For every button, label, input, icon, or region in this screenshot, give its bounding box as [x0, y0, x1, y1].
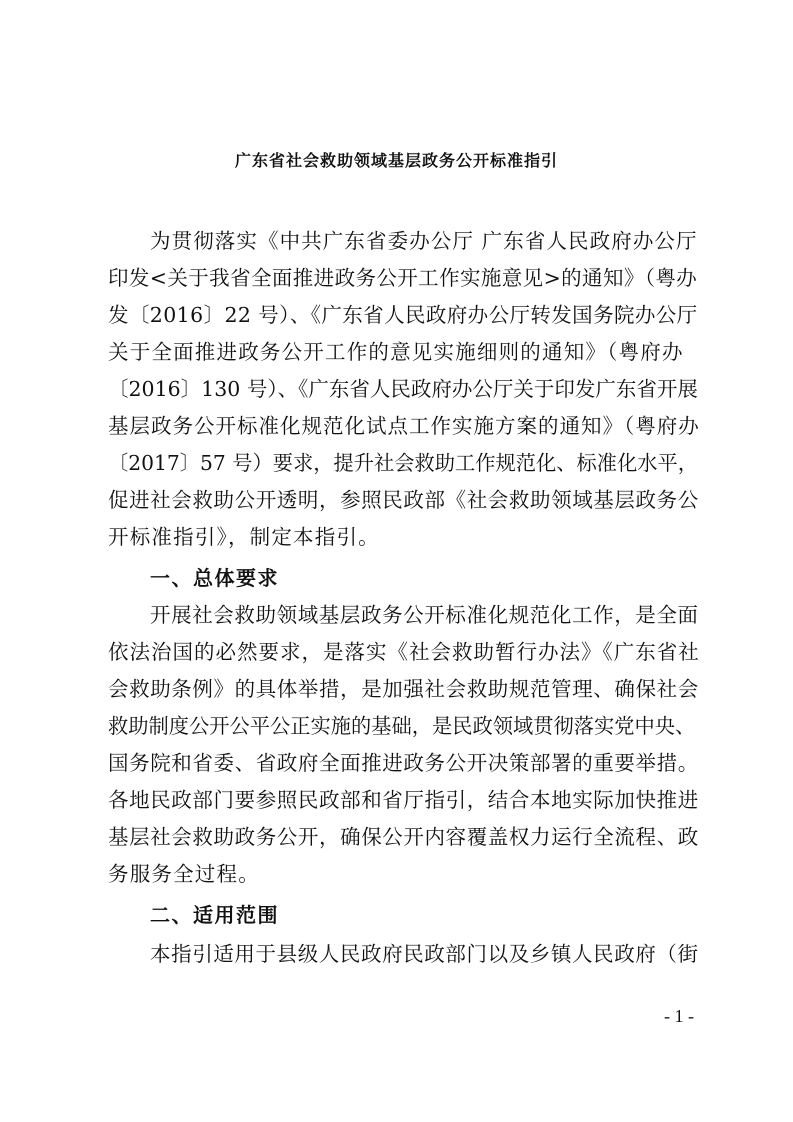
paragraph-line: 本指引适用于县级人民政府民政部门以及乡镇人民政府（街 — [150, 942, 699, 966]
paragraph-line: 救助制度公开公平公正实施的基础，是民政领域贯彻落实党中央、 — [108, 714, 696, 738]
paragraph-line: 〔2016〕130 号）、《广东省人民政府办公厅关于印发广东省开展 — [108, 377, 698, 401]
paragraph-line: 基层社会救助政务公开，确保公开内容覆盖权力运行全流程、政 — [108, 825, 699, 849]
paragraph-line: 开展社会救助领域基层政务公开标准化规范化工作，是全面 — [150, 603, 699, 627]
paragraph-line: 为贯彻落实《中共广东省委办公厅 广东省人民政府办公厅 — [150, 229, 698, 253]
paragraph-line: 〔2017〕57 号）要求，提升社会救助工作规范化、标准化水平， — [108, 451, 698, 475]
paragraph-line: 发〔2016〕22 号）、《广东省人民政府办公厅转发国务院办公厅 — [108, 303, 698, 327]
document-title: 广东省社会救助领域基层政务公开标准指引 — [234, 151, 558, 170]
section-heading-scope: 二、适用范围 — [150, 903, 279, 927]
paragraph-line: 关于全面推进政务公开工作的意见实施细则的通知》（粤府办 — [108, 340, 684, 364]
paragraph-line: 促进社会救助公开透明，参照民政部《社会救助领域基层政务公 — [108, 488, 699, 512]
paragraph-line: 各地民政部门要参照民政部和省厅指引，结合本地实际加快推进 — [108, 788, 699, 812]
paragraph-line: 会救助条例》的具体举措，是加强社会救助规范管理、确保社会 — [108, 677, 699, 701]
paragraph-line: 基层政务公开标准化规范化试点工作实施方案的通知》（粤府办 — [108, 414, 700, 438]
paragraph-line: 国务院和省委、省政府全面推进政务公开决策部署的重要举措。 — [108, 751, 699, 775]
section-heading-general-requirements: 一、总体要求 — [150, 566, 279, 590]
paragraph-line: 依法治国的必然要求，是落实《社会救助暂行办法》《广东省社 — [108, 640, 700, 664]
paragraph-line: 印发<关于我省全面推进政务公开工作实施意见>的通知》（粤办 — [108, 266, 698, 290]
paragraph-line: 开标准指引》，制定本指引。 — [108, 525, 380, 549]
paragraph-line: 务服务全过程。 — [108, 862, 260, 886]
page-number: - 1 - — [664, 1006, 694, 1026]
